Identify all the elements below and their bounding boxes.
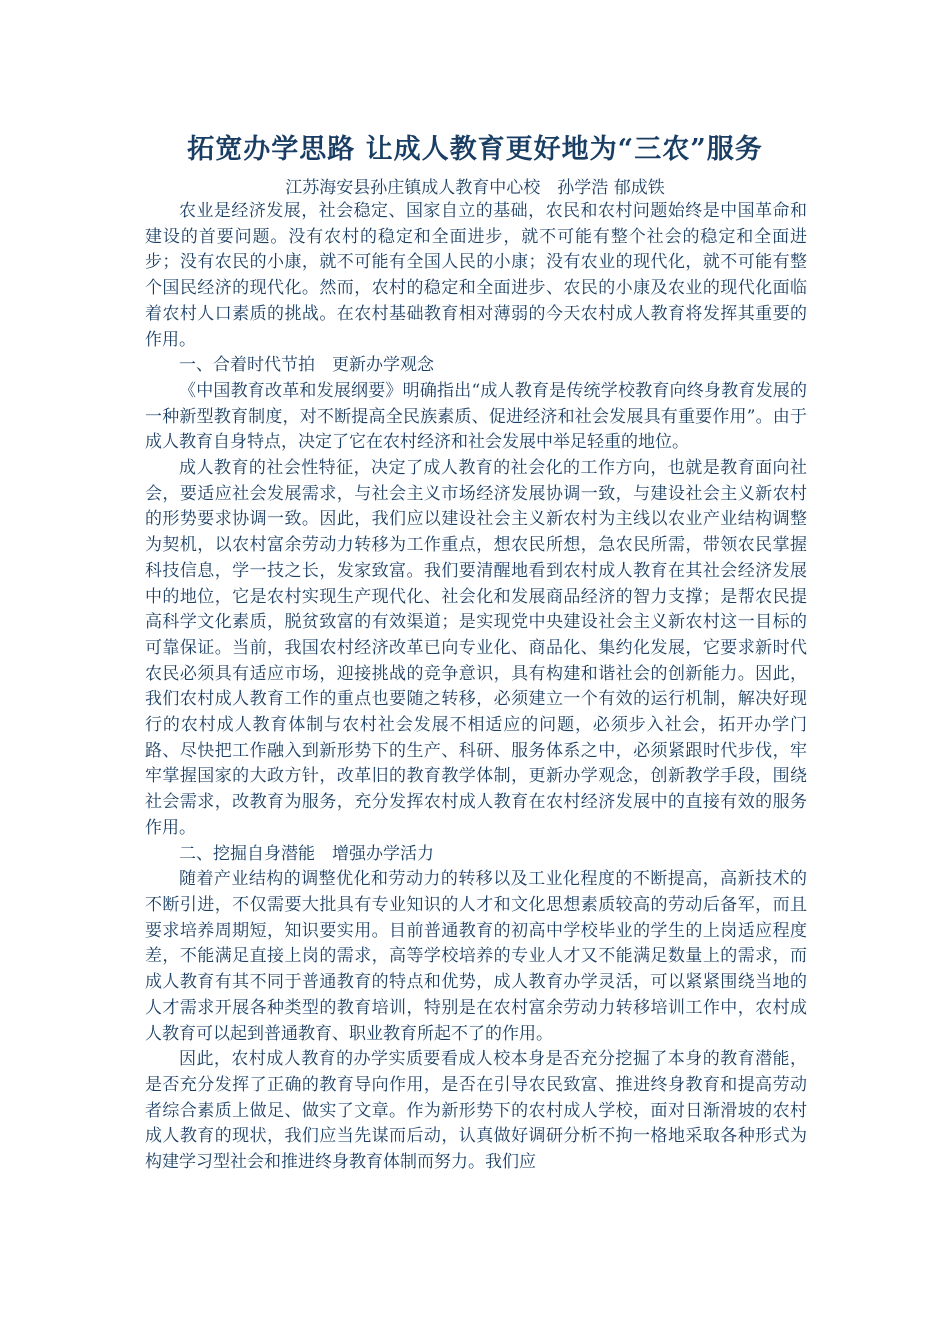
document-byline: 江苏海安县孙庄镇成人教育中心校 孙学浩 郁成铁	[285, 178, 665, 198]
section-heading-1: 一、合着时代节拍 更新办学观念	[179, 355, 434, 376]
section-heading-2: 二、挖掘自身潜能 增强办学活力	[179, 843, 434, 864]
document-title: 拓宽办学思路 让成人教育更好地为“三农”服务	[187, 134, 763, 165]
paragraph-intro: 农业是经济发展，社会稳定、国家自立的基础，农民和农村问题始终是中国革命和建设的首要问题。没有农村的稳定和全面进步，就不可能有整个社会的稳定和全面进步；没有农民的小康，就不可能有全国人民的小康；没有农业的现代化，就不可能有整个国民经济的现代化。然而，农村的稳定和全面进步、农民的小康及农业的现代化面临着农村人口素质的挑战。在农村基础教育相对薄弱的今天农村成人教育将发挥其重要的作用。	[145, 201, 807, 350]
paragraph: 随着产业结构的调整优化和劳动力的转移以及工业化程度的不断提高，高新技术的不断引进，不仅需要大批具有专业知识的人才和文化思想素质较高的劳动后备军，而且要求培养周期短，知识要实用。目前普通教育的初高中学校毕业的学生的上岗适应程度差，不能满足直接上岗的需求，高等学校培养的专业人才又不能满足数量上的需求，而成人教育有其不同于普通教育的特点和优势，成人教育办学灵活，可以紧紧围绕当地的人才需求开展各种类型的教育培训，特别是在农村富余劳动力转移培训工作中，农村成人教育可以起到普通教育、职业教育所起不了的作用。	[145, 869, 807, 1044]
paragraph: 《中国教育改革和发展纲要》明确指出“成人教育是传统学校教育向终身教育发展的一种新型教育制度，对不断提高全民族素质、促进经济和社会发展具有重要作用”。由于成人教育自身特点，决定了它在农村经济和社会发展中举足轻重的地位。	[145, 380, 807, 453]
paragraph: 成人教育的社会性特征，决定了成人教育的社会化的工作方向，也就是教育面向社会，要适应社会发展需求，与社会主义市场经济发展协调一致，与建设社会主义新农村的形势要求协调一致。因此，我们应以建设社会主义新农村为主线以农业产业结构调整为契机，以农村富余劳动力转移为工作重点，想农民所想，急农民所需，带领农民掌握科技信息，学一技之长，发家致富。我们要清醒地看到农村成人教育在其社会经济发展中的地位，它是农村实现生产现代化、社会化和发展商品经济的智力支撑；是帮农民提高科学文化素质，脱贫致富的有效渠道；是实现党中央建设社会主义新农村这一目标的可靠保证。当前，我国农村经济改革已向专业化、商品化、集约化发展，它要求新时代农民必须具有适应市场，迎接挑战的竞争意识，具有构建和谐社会的创新能力。因此，我们农村成人教育工作的重点也要随之转移，必须建立一个有效的运行机制，解决好现行的农村成人教育体制与农村社会发展不相适应的问题，必须步入社会，拓开办学门路、尽快把工作融入到新形势下的生产、科研、服务体系之中，必须紧跟时代步伐，牢牢掌握国家的大政方针，改革旧的教育教学体制，更新办学观念，创新教学手段，围绕社会需求，改教育为服务，充分发挥农村成人教育在农村经济发展中的直接有效的服务作用。	[145, 458, 807, 838]
paragraph: 因此，农村成人教育的办学实质要看成人校本身是否充分挖掘了本身的教育潜能，是否充分发挥了正确的教育导向作用，是否在引导农民致富、推进终身教育和提高劳动者综合素质上做足、做实了文章。作为新形势下的农村成人学校，面对日渐滑坡的农村成人教育的现状，我们应当先谋而后动，认真做好调研分析不拘一格地采取各种形式为构建学习型社会和推进终身教育体制而努力。我们应	[145, 1049, 807, 1173]
document-body	[145, 199, 807, 1176]
